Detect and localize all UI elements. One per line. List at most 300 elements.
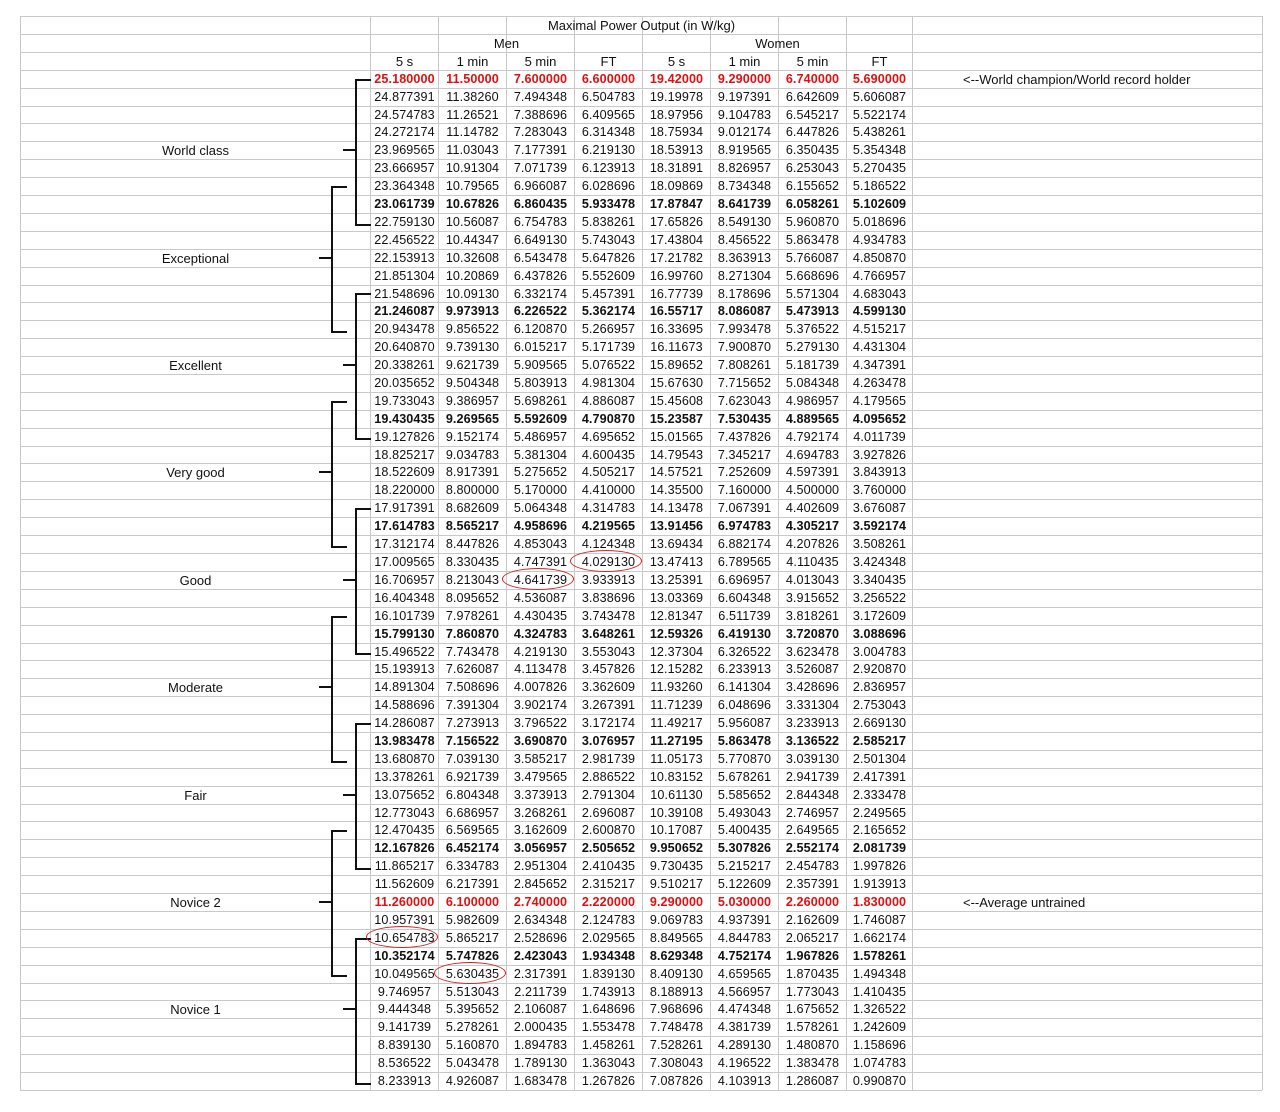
table-cell[interactable]: 4.986957 — [785, 394, 840, 408]
table-cell[interactable]: 7.388696 — [513, 108, 568, 122]
table-cell[interactable]: 6.649130 — [513, 233, 568, 247]
table-cell[interactable]: 6.326522 — [717, 645, 772, 659]
table-cell[interactable]: 6.754783 — [513, 215, 568, 229]
table-cell[interactable]: 6.437826 — [513, 269, 568, 283]
table-cell[interactable]: 8.849565 — [649, 931, 704, 945]
table-cell[interactable]: 23.969565 — [374, 143, 435, 157]
table-cell[interactable]: 8.549130 — [717, 215, 772, 229]
table-cell[interactable]: 4.347391 — [852, 358, 907, 372]
table-cell[interactable]: 16.33695 — [649, 322, 704, 336]
table-cell[interactable]: 1.267826 — [581, 1074, 636, 1088]
table-cell[interactable]: 4.430435 — [513, 609, 568, 623]
table-cell[interactable]: 7.071739 — [513, 161, 568, 175]
table-cell[interactable]: 4.641739 — [513, 573, 568, 587]
table-cell[interactable]: 3.233913 — [785, 716, 840, 730]
table-cell[interactable]: 2.260000 — [785, 895, 840, 909]
table-cell[interactable]: 4.410000 — [581, 483, 636, 497]
table-cell[interactable]: 5.552609 — [581, 269, 636, 283]
table-cell[interactable]: 8.456522 — [717, 233, 772, 247]
table-cell[interactable]: 4.095652 — [852, 412, 907, 426]
table-cell[interactable]: 13.91456 — [649, 519, 704, 533]
table-cell[interactable]: 18.220000 — [374, 483, 435, 497]
table-cell[interactable]: 7.968696 — [649, 1002, 704, 1016]
table-cell[interactable]: 17.917391 — [374, 501, 435, 515]
table-cell[interactable]: 17.21782 — [649, 251, 704, 265]
table-cell[interactable]: 2.501304 — [852, 752, 907, 766]
table-cell[interactable]: 8.536522 — [377, 1056, 432, 1070]
table-cell[interactable]: 2.649565 — [785, 823, 840, 837]
table-cell[interactable]: 1.870435 — [785, 967, 840, 981]
table-cell[interactable]: 10.957391 — [374, 913, 435, 927]
annotation-note[interactable]: <--Average untrained — [963, 895, 1086, 910]
table-cell[interactable]: 12.773043 — [374, 806, 435, 820]
table-cell[interactable]: 8.641739 — [717, 197, 772, 211]
table-cell[interactable]: 4.886087 — [581, 394, 636, 408]
table-cell[interactable]: 4.850870 — [852, 251, 907, 265]
table-cell[interactable]: 21.851304 — [374, 269, 435, 283]
table-cell[interactable]: 0.990870 — [852, 1074, 907, 1088]
table-cell[interactable]: 11.93260 — [650, 680, 703, 694]
table-cell[interactable]: 9.621739 — [445, 358, 500, 372]
table-cell[interactable]: 18.825217 — [374, 448, 435, 462]
table-cell[interactable]: 5.513043 — [445, 985, 500, 999]
table-cell[interactable]: 6.966087 — [513, 179, 568, 193]
group-header-women[interactable]: Women — [755, 36, 800, 51]
table-cell[interactable]: 8.188913 — [649, 985, 704, 999]
table-cell[interactable]: 9.012174 — [717, 125, 772, 139]
category-label[interactable]: Exceptional — [161, 251, 230, 266]
table-cell[interactable]: 9.973913 — [445, 304, 500, 318]
table-cell[interactable]: 14.588696 — [374, 698, 435, 712]
table-cell[interactable]: 1.913913 — [852, 877, 907, 891]
table-cell[interactable]: 5.395652 — [445, 1002, 500, 1016]
table-cell[interactable]: 17.43804 — [649, 233, 704, 247]
table-cell[interactable]: 5.076522 — [581, 358, 636, 372]
table-cell[interactable]: 4.381739 — [717, 1020, 772, 1034]
table-cell[interactable]: 7.283043 — [513, 125, 568, 139]
table-cell[interactable]: 3.676087 — [852, 501, 907, 515]
table-cell[interactable]: 2.211739 — [514, 985, 567, 999]
table-cell[interactable]: 5.362174 — [581, 304, 636, 318]
table-cell[interactable]: 6.332174 — [513, 287, 568, 301]
category-label[interactable]: Excellent — [169, 358, 222, 373]
table-cell[interactable]: 2.634348 — [513, 913, 568, 927]
table-cell[interactable]: 14.79543 — [649, 448, 704, 462]
table-cell[interactable]: 5.863478 — [717, 734, 772, 748]
table-cell[interactable]: 7.494348 — [513, 90, 568, 104]
column-header[interactable]: 5 min — [524, 54, 557, 69]
table-cell[interactable]: 6.120870 — [513, 322, 568, 336]
table-cell[interactable]: 4.314783 — [581, 501, 636, 515]
table-cell[interactable]: 1.773043 — [785, 985, 840, 999]
table-cell[interactable]: 8.447826 — [445, 537, 500, 551]
table-cell[interactable]: 4.110435 — [786, 555, 839, 569]
table-cell[interactable]: 6.226522 — [513, 304, 568, 318]
table-cell[interactable]: 6.696957 — [717, 573, 772, 587]
table-cell[interactable]: 7.252609 — [717, 465, 772, 479]
table-cell[interactable]: 8.095652 — [445, 591, 500, 605]
table-cell[interactable]: 8.919565 — [717, 143, 772, 157]
table-cell[interactable]: 19.733043 — [374, 394, 435, 408]
table-cell[interactable]: 10.91304 — [445, 161, 500, 175]
table-cell[interactable]: 10.09130 — [445, 287, 500, 301]
table-cell[interactable]: 7.437826 — [717, 430, 772, 444]
table-cell[interactable]: 16.101739 — [374, 609, 435, 623]
table-cell[interactable]: 6.233913 — [717, 662, 772, 676]
table-cell[interactable]: 3.428696 — [785, 680, 840, 694]
table-cell[interactable]: 6.219130 — [581, 143, 636, 157]
table-cell[interactable]: 10.20869 — [445, 269, 500, 283]
table-cell[interactable]: 5.030000 — [717, 895, 772, 909]
table-cell[interactable]: 1.410435 — [852, 985, 907, 999]
table-cell[interactable]: 4.011739 — [853, 430, 906, 444]
table-cell[interactable]: 9.510217 — [649, 877, 704, 891]
table-cell[interactable]: 4.694783 — [785, 448, 840, 462]
table-cell[interactable]: 2.106087 — [513, 1002, 568, 1016]
table-cell[interactable]: 3.457826 — [581, 662, 636, 676]
table-cell[interactable]: 18.09869 — [649, 179, 704, 193]
category-label[interactable]: Novice 2 — [170, 895, 221, 910]
column-header[interactable]: FT — [871, 54, 888, 69]
table-cell[interactable]: 18.522609 — [374, 465, 435, 479]
table-cell[interactable]: 7.528261 — [649, 1038, 704, 1052]
table-cell[interactable]: 5.266957 — [581, 322, 636, 336]
table-cell[interactable]: 16.11673 — [650, 340, 703, 354]
table-cell[interactable]: 4.536087 — [513, 591, 568, 605]
table-cell[interactable]: 14.57521 — [649, 465, 704, 479]
table-cell[interactable]: 7.273913 — [445, 716, 500, 730]
table-cell[interactable]: 16.706957 — [374, 573, 435, 587]
table-cell[interactable]: 4.599130 — [852, 304, 907, 318]
table-cell[interactable]: 5.354348 — [852, 143, 907, 157]
table-cell[interactable]: 11.26521 — [446, 108, 499, 122]
table-cell[interactable]: 7.508696 — [445, 680, 500, 694]
category-label[interactable]: Fair — [184, 788, 207, 803]
table-cell[interactable]: 9.746957 — [377, 985, 432, 999]
table-cell[interactable]: 13.075652 — [374, 788, 435, 802]
table-cell[interactable]: 4.007826 — [513, 680, 568, 694]
table-cell[interactable]: 6.058261 — [785, 197, 840, 211]
table-cell[interactable]: 9.730435 — [649, 859, 704, 873]
table-cell[interactable]: 1.286087 — [785, 1074, 840, 1088]
table-cell[interactable]: 4.505217 — [581, 465, 636, 479]
table-cell[interactable]: 15.01565 — [649, 430, 704, 444]
table-cell[interactable]: 5.522174 — [852, 108, 907, 122]
table-cell[interactable]: 17.312174 — [374, 537, 435, 551]
table-cell[interactable]: 25.180000 — [374, 72, 435, 86]
table-cell[interactable]: 3.818261 — [785, 609, 840, 623]
table-cell[interactable]: 2.081739 — [852, 841, 907, 855]
table-cell[interactable]: 5.647826 — [581, 251, 636, 265]
table-cell[interactable]: 13.69434 — [649, 537, 704, 551]
table-cell[interactable]: 2.791304 — [581, 788, 636, 802]
table-cell[interactable]: 3.720870 — [785, 627, 840, 641]
table-cell[interactable]: 4.934783 — [852, 233, 907, 247]
table-cell[interactable]: 4.207826 — [785, 537, 840, 551]
category-label[interactable]: Novice 1 — [170, 1002, 221, 1017]
table-cell[interactable]: 5.630435 — [445, 967, 500, 981]
table-cell[interactable]: 14.13478 — [649, 501, 704, 515]
table-cell[interactable]: 5.592609 — [513, 412, 568, 426]
table-cell[interactable]: 2.920870 — [852, 662, 907, 676]
column-header[interactable]: 1 min — [728, 54, 761, 69]
table-cell[interactable]: 4.402609 — [785, 501, 840, 515]
table-cell[interactable]: 1.934348 — [581, 949, 636, 963]
table-cell[interactable]: 2.886522 — [581, 770, 636, 784]
table-cell[interactable]: 6.048696 — [717, 698, 772, 712]
table-cell[interactable]: 1.997826 — [852, 859, 907, 873]
table-cell[interactable]: 5.585652 — [717, 788, 772, 802]
table-cell[interactable]: 1.458261 — [581, 1038, 636, 1052]
table-cell[interactable]: 1.242609 — [852, 1020, 907, 1034]
table-cell[interactable]: 9.290000 — [649, 895, 704, 909]
table-cell[interactable]: 7.748478 — [649, 1020, 704, 1034]
table-cell[interactable]: 3.648261 — [581, 627, 636, 641]
table-cell[interactable]: 4.790870 — [581, 412, 636, 426]
table-cell[interactable]: 5.668696 — [785, 269, 840, 283]
table-cell[interactable]: 1.675652 — [785, 1002, 840, 1016]
table-cell[interactable]: 3.056957 — [513, 841, 568, 855]
table-cell[interactable]: 7.743478 — [445, 645, 500, 659]
table-cell[interactable]: 6.141304 — [717, 680, 772, 694]
table-cell[interactable]: 9.104783 — [717, 108, 772, 122]
table-cell[interactable]: 2.696087 — [581, 806, 636, 820]
table-cell[interactable]: 3.623478 — [785, 645, 840, 659]
table-cell[interactable]: 10.654783 — [374, 931, 435, 945]
table-cell[interactable]: 1.383478 — [785, 1056, 840, 1070]
table-cell[interactable]: 6.569565 — [445, 823, 500, 837]
table-cell[interactable]: 4.766957 — [852, 269, 907, 283]
table-cell[interactable]: 13.378261 — [374, 770, 435, 784]
table-cell[interactable]: 3.915652 — [785, 591, 840, 605]
table-cell[interactable]: 5.486957 — [513, 430, 568, 444]
table-cell[interactable]: 4.853043 — [513, 537, 568, 551]
table-cell[interactable]: 19.42000 — [649, 72, 704, 86]
table-cell[interactable]: 3.268261 — [513, 806, 568, 820]
table-cell[interactable]: 3.088696 — [852, 627, 907, 641]
table-cell[interactable]: 8.363913 — [717, 251, 772, 265]
table-cell[interactable]: 3.076957 — [581, 734, 636, 748]
table-cell[interactable]: 14.35500 — [649, 483, 704, 497]
table-cell[interactable]: 6.253043 — [785, 161, 840, 175]
table-cell[interactable]: 1.746087 — [852, 913, 907, 927]
table-cell[interactable]: 5.275652 — [513, 465, 568, 479]
table-cell[interactable]: 3.585217 — [513, 752, 568, 766]
table-cell[interactable]: 1.578261 — [785, 1020, 840, 1034]
table-cell[interactable]: 4.958696 — [513, 519, 568, 533]
table-cell[interactable]: 8.826957 — [717, 161, 772, 175]
table-cell[interactable]: 5.743043 — [581, 233, 636, 247]
table-cell[interactable]: 2.740000 — [513, 895, 568, 909]
table-cell[interactable]: 12.15282 — [649, 662, 704, 676]
table-cell[interactable]: 5.102609 — [852, 197, 907, 211]
table-cell[interactable]: 7.156522 — [445, 734, 500, 748]
table-cell[interactable]: 15.45608 — [649, 394, 704, 408]
table-cell[interactable]: 12.167826 — [374, 841, 435, 855]
table-cell[interactable]: 5.084348 — [785, 376, 840, 390]
table-cell[interactable]: 4.305217 — [785, 519, 840, 533]
table-cell[interactable]: 10.39108 — [649, 806, 704, 820]
table-cell[interactable]: 2.951304 — [513, 859, 568, 873]
table-cell[interactable]: 3.331304 — [785, 698, 840, 712]
table-cell[interactable]: 18.31891 — [649, 161, 704, 175]
table-cell[interactable]: 6.155652 — [785, 179, 840, 193]
table-cell[interactable]: 23.666957 — [374, 161, 435, 175]
table-cell[interactable]: 6.123913 — [581, 161, 636, 175]
table-cell[interactable]: 2.746957 — [785, 806, 840, 820]
table-cell[interactable]: 5.803913 — [513, 376, 568, 390]
table-cell[interactable]: 5.171739 — [581, 340, 636, 354]
column-header[interactable]: 5 min — [796, 54, 829, 69]
table-cell[interactable]: 8.409130 — [649, 967, 704, 981]
table-cell[interactable]: 10.61130 — [650, 788, 703, 802]
table-cell[interactable]: 11.38260 — [446, 90, 499, 104]
table-cell[interactable]: 2.585217 — [852, 734, 907, 748]
group-header-men[interactable]: Men — [493, 36, 520, 51]
table-cell[interactable]: 3.362609 — [581, 680, 636, 694]
table-cell[interactable]: 4.600435 — [581, 448, 636, 462]
table-cell[interactable]: 4.981304 — [581, 376, 636, 390]
table-cell[interactable]: 6.334783 — [445, 859, 500, 873]
table-cell[interactable]: 18.75934 — [649, 125, 704, 139]
table-cell[interactable]: 6.100000 — [445, 895, 500, 909]
table-cell[interactable]: 2.000435 — [513, 1020, 568, 1034]
table-cell[interactable]: 2.162609 — [785, 913, 840, 927]
table-cell[interactable]: 1.839130 — [581, 967, 636, 981]
column-header[interactable]: 5 s — [395, 54, 414, 69]
table-cell[interactable]: 3.004783 — [852, 645, 907, 659]
table-cell[interactable]: 14.891304 — [374, 680, 435, 694]
annotation-note[interactable]: <--World champion/World record holder — [963, 72, 1191, 87]
table-cell[interactable]: 17.614783 — [374, 519, 435, 533]
table-cell[interactable]: 6.789565 — [717, 555, 772, 569]
table-cell[interactable]: 4.566957 — [717, 985, 772, 999]
table-cell[interactable]: 6.504783 — [581, 90, 636, 104]
table-cell[interactable]: 1.662174 — [852, 931, 907, 945]
table-cell[interactable]: 4.695652 — [581, 430, 636, 444]
table-cell[interactable]: 16.404348 — [374, 591, 435, 605]
table-cell[interactable]: 22.153913 — [374, 251, 435, 265]
table-cell[interactable]: 9.197391 — [717, 90, 772, 104]
table-cell[interactable]: 8.271304 — [717, 269, 772, 283]
table-cell[interactable]: 1.578261 — [852, 949, 907, 963]
table-cell[interactable]: 5.698261 — [513, 394, 568, 408]
table-cell[interactable]: 20.943478 — [374, 322, 435, 336]
table-cell[interactable]: 7.623043 — [717, 394, 772, 408]
table-cell[interactable]: 2.333478 — [852, 788, 907, 802]
table-cell[interactable]: 19.430435 — [374, 412, 435, 426]
table-cell[interactable]: 16.77739 — [649, 287, 704, 301]
table-cell[interactable]: 5.747826 — [445, 949, 500, 963]
table-cell[interactable]: 3.172174 — [581, 716, 636, 730]
table-cell[interactable]: 2.844348 — [785, 788, 840, 802]
table-cell[interactable]: 6.452174 — [445, 841, 500, 855]
table-cell[interactable]: 2.417391 — [852, 770, 907, 784]
table-cell[interactable]: 5.381304 — [513, 448, 568, 462]
table-cell[interactable]: 3.838696 — [581, 591, 636, 605]
table-cell[interactable]: 5.493043 — [717, 806, 772, 820]
table-cell[interactable]: 4.752174 — [717, 949, 772, 963]
table-cell[interactable]: 5.064348 — [513, 501, 568, 515]
category-label[interactable]: Very good — [166, 465, 225, 480]
table-cell[interactable]: 2.317391 — [513, 967, 568, 981]
table-cell[interactable]: 2.528696 — [513, 931, 568, 945]
table-cell[interactable]: 8.800000 — [445, 483, 500, 497]
table-cell[interactable]: 3.136522 — [785, 734, 840, 748]
table-cell[interactable]: 4.889565 — [785, 412, 840, 426]
table-cell[interactable]: 2.065217 — [785, 931, 840, 945]
table-cell[interactable]: 8.178696 — [717, 287, 772, 301]
table-cell[interactable]: 17.009565 — [374, 555, 435, 569]
table-cell[interactable]: 4.683043 — [852, 287, 907, 301]
table-cell[interactable]: 5.838261 — [581, 215, 636, 229]
table-cell[interactable]: 6.217391 — [445, 877, 500, 891]
table-cell[interactable]: 2.357391 — [785, 877, 840, 891]
table-cell[interactable]: 3.479565 — [513, 770, 568, 784]
table-cell[interactable]: 21.246087 — [374, 304, 435, 318]
table-cell[interactable]: 6.686957 — [445, 806, 500, 820]
table-cell[interactable]: 13.680870 — [374, 752, 435, 766]
table-cell[interactable]: 5.376522 — [785, 322, 840, 336]
table-cell[interactable]: 2.753043 — [852, 698, 907, 712]
table-cell[interactable]: 9.739130 — [445, 340, 500, 354]
table-cell[interactable]: 3.267391 — [581, 698, 636, 712]
table-cell[interactable]: 8.086087 — [717, 304, 772, 318]
table-cell[interactable]: 2.845652 — [513, 877, 568, 891]
table-cell[interactable]: 5.438261 — [852, 125, 907, 139]
column-header[interactable]: 5 s — [667, 54, 686, 69]
table-cell[interactable]: 4.792174 — [785, 430, 840, 444]
table-cell[interactable]: 10.049565 — [374, 967, 435, 981]
table-cell[interactable]: 22.456522 — [374, 233, 435, 247]
table-cell[interactable]: 9.386957 — [445, 394, 500, 408]
table-cell[interactable]: 5.766087 — [785, 251, 840, 265]
table-cell[interactable]: 9.856522 — [445, 322, 500, 336]
table-cell[interactable]: 4.844783 — [717, 931, 772, 945]
table-cell[interactable]: 3.172609 — [852, 609, 907, 623]
table-cell[interactable]: 11.05173 — [650, 752, 703, 766]
table-cell[interactable]: 6.409565 — [581, 108, 636, 122]
table-cell[interactable]: 18.97956 — [649, 108, 704, 122]
table-cell[interactable]: 15.799130 — [374, 627, 435, 641]
table-cell[interactable]: 6.028696 — [581, 179, 636, 193]
column-header[interactable]: 1 min — [456, 54, 489, 69]
table-cell[interactable]: 9.950652 — [649, 841, 704, 855]
table-cell[interactable]: 6.921739 — [445, 770, 500, 784]
table-cell[interactable]: 5.270435 — [852, 161, 907, 175]
table-cell[interactable]: 5.215217 — [717, 859, 772, 873]
table-cell[interactable]: 7.978261 — [445, 609, 500, 623]
table-cell[interactable]: 4.263478 — [852, 376, 907, 390]
table-cell[interactable]: 20.338261 — [374, 358, 435, 372]
table-cell[interactable]: 17.65826 — [649, 215, 704, 229]
table-cell[interactable]: 4.289130 — [717, 1038, 772, 1052]
table-cell[interactable]: 8.682609 — [445, 501, 500, 515]
table-cell[interactable]: 10.17087 — [649, 823, 704, 837]
table-cell[interactable]: 3.592174 — [852, 519, 907, 533]
table-cell[interactable]: 11.49217 — [650, 716, 703, 730]
table-cell[interactable]: 5.400435 — [717, 823, 772, 837]
table-cell[interactable]: 1.158696 — [852, 1038, 907, 1052]
table-cell[interactable]: 2.600870 — [581, 823, 636, 837]
table-cell[interactable]: 10.32608 — [445, 251, 500, 265]
category-label[interactable]: Moderate — [168, 680, 223, 695]
table-cell[interactable]: 24.877391 — [374, 90, 435, 104]
table-cell[interactable]: 10.56087 — [445, 215, 500, 229]
table-cell[interactable]: 15.496522 — [374, 645, 435, 659]
table-cell[interactable]: 3.927826 — [852, 448, 907, 462]
table-cell[interactable]: 3.373913 — [513, 788, 568, 802]
